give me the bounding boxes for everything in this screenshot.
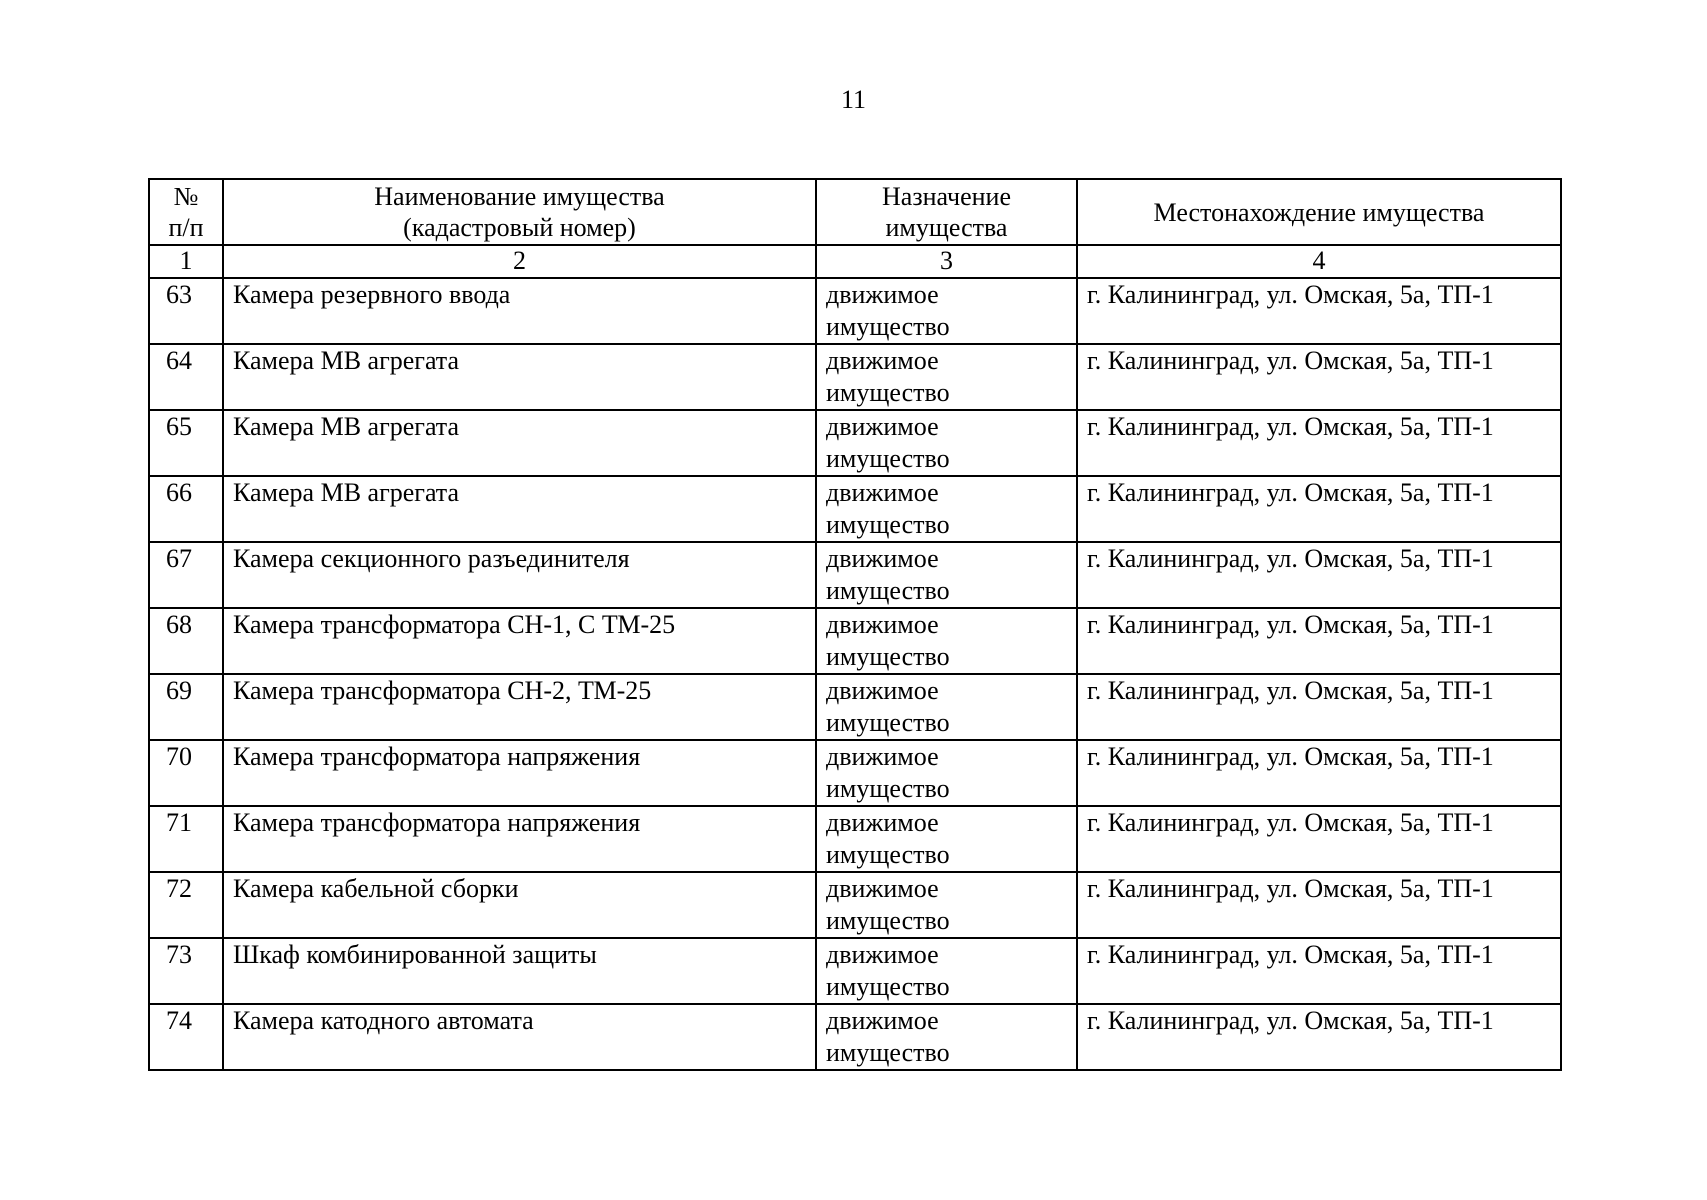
- row-number-cell: 66: [149, 476, 223, 542]
- table-row: [149, 806, 1561, 872]
- property-purpose-cell: [816, 410, 1077, 476]
- row-number-cell: 67: [149, 542, 223, 608]
- purpose-line2: имущество: [826, 378, 950, 407]
- header-num: [149, 179, 223, 245]
- table-row: [149, 410, 1561, 476]
- purpose-line1: движимое: [826, 874, 939, 903]
- row-number-cell: 70: [149, 740, 223, 806]
- column-number-row: [149, 245, 1561, 278]
- purpose-line1: движимое: [826, 940, 939, 969]
- property-purpose-cell: [816, 674, 1077, 740]
- row-number-cell: 63: [149, 278, 223, 344]
- purpose-line1: движимое: [826, 544, 939, 573]
- property-name-cell: Камера катодного автомата: [223, 1004, 816, 1070]
- property-location-cell: г. Калининград, ул. Омская, 5а, ТП-1: [1077, 740, 1561, 806]
- table-row: [149, 872, 1561, 938]
- property-location-cell: г. Калининград, ул. Омская, 5а, ТП-1: [1077, 938, 1561, 1004]
- table-row: [149, 938, 1561, 1004]
- row-number-cell: 71: [149, 806, 223, 872]
- property-name-cell: Камера МВ агрегата: [223, 476, 816, 542]
- header-purpose-line2: имущества: [885, 213, 1008, 242]
- purpose-line1: движимое: [826, 676, 939, 705]
- purpose-line2: имущество: [826, 576, 950, 605]
- property-location-cell: г. Калининград, ул. Омская, 5а, ТП-1: [1077, 410, 1561, 476]
- property-location-cell: г. Калининград, ул. Омская, 5а, ТП-1: [1077, 542, 1561, 608]
- page-number: 11: [840, 85, 867, 114]
- purpose-line1: движимое: [826, 1006, 939, 1035]
- purpose-line1: движимое: [826, 610, 939, 639]
- table-row: [149, 740, 1561, 806]
- property-purpose-cell: [816, 278, 1077, 344]
- property-name-cell: Камера резервного ввода: [223, 278, 816, 344]
- header-purpose-line1: Назначение: [882, 182, 1011, 211]
- property-purpose-cell: [816, 542, 1077, 608]
- property-table: [148, 178, 1562, 1071]
- purpose-line2: имущество: [826, 1038, 950, 1067]
- property-purpose-cell: [816, 872, 1077, 938]
- property-location-cell: г. Калининград, ул. Омская, 5а, ТП-1: [1077, 872, 1561, 938]
- row-number-cell: 64: [149, 344, 223, 410]
- property-name-cell: Шкаф комбинированной защиты: [223, 938, 816, 1004]
- table-row: [149, 608, 1561, 674]
- purpose-line2: имущество: [826, 774, 950, 803]
- purpose-line2: имущество: [826, 510, 950, 539]
- property-purpose-cell: [816, 608, 1077, 674]
- table-row: [149, 674, 1561, 740]
- property-name-cell: Камера кабельной сборки: [223, 872, 816, 938]
- column-number: 3: [816, 245, 1077, 278]
- header-name-line2: (кадастровый номер): [403, 213, 636, 242]
- header-location: [1077, 179, 1561, 245]
- property-purpose-cell: [816, 344, 1077, 410]
- header-row: [149, 179, 1561, 245]
- column-number: 4: [1077, 245, 1561, 278]
- purpose-line1: движимое: [826, 280, 939, 309]
- property-location-cell: г. Калининград, ул. Омская, 5а, ТП-1: [1077, 278, 1561, 344]
- purpose-line2: имущество: [826, 642, 950, 671]
- property-location-cell: г. Калининград, ул. Омская, 5а, ТП-1: [1077, 806, 1561, 872]
- row-number-cell: 69: [149, 674, 223, 740]
- row-number-cell: 68: [149, 608, 223, 674]
- property-name-cell: Камера трансформатора СН-2, ТМ-25: [223, 674, 816, 740]
- header-location-text: Местонахождение имущества: [1153, 197, 1485, 227]
- purpose-line2: имущество: [826, 972, 950, 1001]
- purpose-line1: движимое: [826, 346, 939, 375]
- header-num-line1: №: [173, 182, 199, 211]
- property-name-cell: Камера трансформатора напряжения: [223, 740, 816, 806]
- row-number-cell: 73: [149, 938, 223, 1004]
- purpose-line2: имущество: [826, 708, 950, 737]
- property-location-cell: г. Калининград, ул. Омская, 5а, ТП-1: [1077, 1004, 1561, 1070]
- row-number-cell: 72: [149, 872, 223, 938]
- purpose-line2: имущество: [826, 312, 950, 341]
- property-location-cell: г. Калининград, ул. Омская, 5а, ТП-1: [1077, 476, 1561, 542]
- purpose-line1: движимое: [826, 478, 939, 507]
- header-name: [223, 179, 816, 245]
- table-row: [149, 476, 1561, 542]
- purpose-line2: имущество: [826, 840, 950, 869]
- header-purpose: [816, 179, 1077, 245]
- header-name-line1: Наименование имущества: [374, 182, 665, 211]
- property-purpose-cell: [816, 476, 1077, 542]
- property-name-cell: Камера секционного разъединителя: [223, 542, 816, 608]
- property-purpose-cell: [816, 938, 1077, 1004]
- property-location-cell: г. Калининград, ул. Омская, 5а, ТП-1: [1077, 344, 1561, 410]
- purpose-line1: движимое: [826, 742, 939, 771]
- purpose-line1: движимое: [826, 412, 939, 441]
- table-row: [149, 344, 1561, 410]
- property-location-cell: г. Калининград, ул. Омская, 5а, ТП-1: [1077, 608, 1561, 674]
- property-name-cell: Камера трансформатора СН-1, С ТМ-25: [223, 608, 816, 674]
- column-number: 1: [149, 245, 223, 278]
- column-number: 2: [223, 245, 816, 278]
- row-number-cell: 74: [149, 1004, 223, 1070]
- property-name-cell: Камера трансформатора напряжения: [223, 806, 816, 872]
- table-body: [149, 278, 1561, 1070]
- property-purpose-cell: [816, 740, 1077, 806]
- property-location-cell: г. Калининград, ул. Омская, 5а, ТП-1: [1077, 674, 1561, 740]
- table-row: [149, 278, 1561, 344]
- property-name-cell: Камера МВ агрегата: [223, 344, 816, 410]
- header-num-line2: п/п: [168, 213, 204, 242]
- purpose-line2: имущество: [826, 906, 950, 935]
- property-name-cell: Камера МВ агрегата: [223, 410, 816, 476]
- property-purpose-cell: [816, 806, 1077, 872]
- table-row: [149, 1004, 1561, 1070]
- purpose-line2: имущество: [826, 444, 950, 473]
- property-purpose-cell: [816, 1004, 1077, 1070]
- row-number-cell: 65: [149, 410, 223, 476]
- table-row: [149, 542, 1561, 608]
- purpose-line1: движимое: [826, 808, 939, 837]
